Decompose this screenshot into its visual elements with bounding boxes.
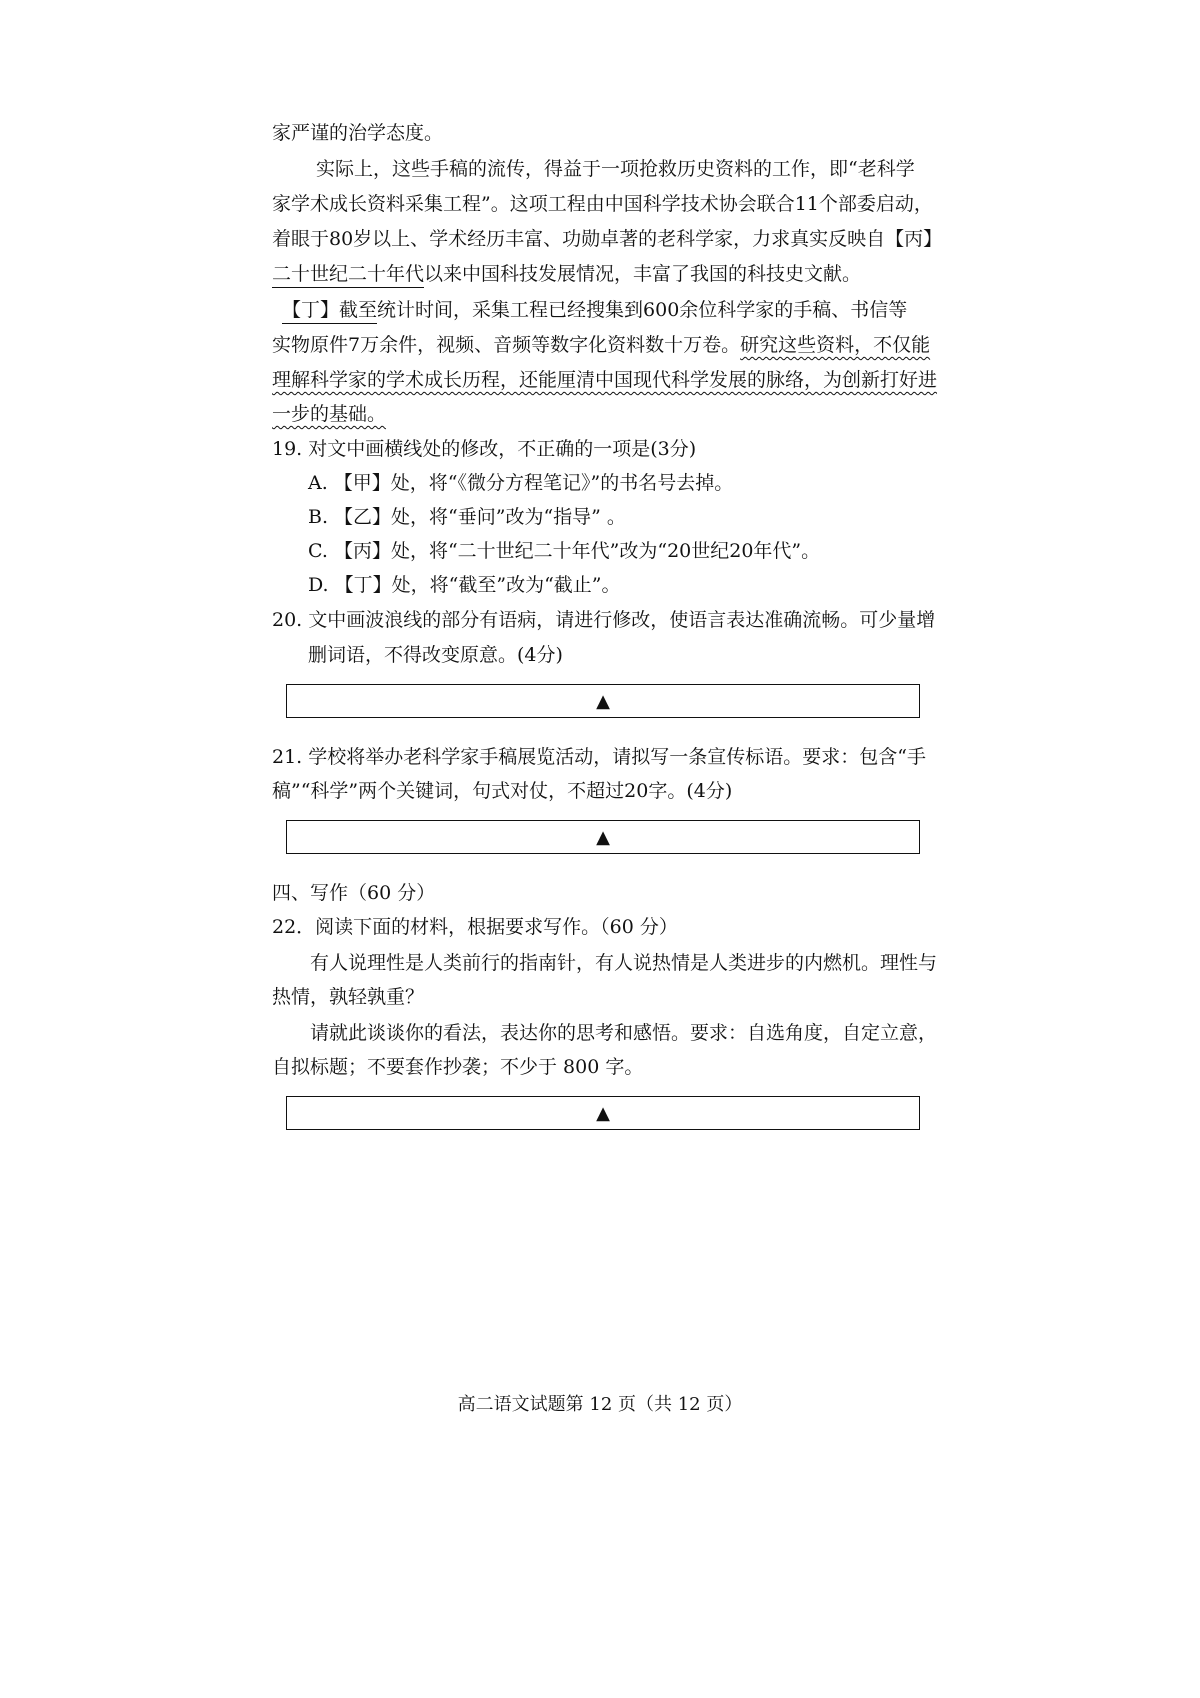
passage-line bbox=[272, 371, 937, 390]
question-22-answer-box[interactable] bbox=[286, 1096, 920, 1130]
passage-line bbox=[282, 301, 907, 320]
writing-material: 有人说理性是人类前行的指南针，有人说热情是人类进步的内燃机。理性与 bbox=[310, 952, 938, 974]
wavy-sentence: 研究这些资料，不仅能 bbox=[740, 334, 931, 356]
question-21-stem: 稿”“科学”两个关键词，句式对仗，不超过20字。(4分) bbox=[272, 780, 733, 802]
underlined-phrase-ding: 截至 bbox=[339, 299, 377, 324]
question-19-option-b: B. 【乙】处，将“垂问”改为“指导” 。 bbox=[308, 506, 626, 528]
passage-line bbox=[272, 265, 861, 284]
writing-requirements: 请就此谈谈你的看法，表达你的思考和感悟。要求：自选角度，自定立意， bbox=[310, 1022, 938, 1044]
question-20-stem: 20. 文中画波浪线的部分有语病，请进行修改，使语言表达准确流畅。可少量增 bbox=[272, 609, 936, 631]
passage-line: 家严谨的治学态度。 bbox=[272, 122, 444, 144]
question-20-stem: 删词语，不得改变原意。(4分) bbox=[308, 644, 563, 666]
triangle-marker-icon: ▲ bbox=[596, 690, 610, 712]
wavy-sentence: 一步的基础。 bbox=[272, 403, 387, 425]
question-19-option-d: D. 【丁】处，将“截至”改为“截止”。 bbox=[308, 574, 621, 596]
triangle-marker-icon: ▲ bbox=[596, 826, 610, 848]
question-21-stem: 21. 学校将举办老科学家手稿展览活动，请拟写一条宣传标语。要求：包含“手 bbox=[272, 746, 926, 768]
question-19-stem: 19. 对文中画横线处的修改，不正确的一项是(3分) bbox=[272, 438, 697, 460]
question-21-answer-box[interactable] bbox=[286, 820, 920, 854]
page-footer: 高二语文试题第 12 页（共 12 页） bbox=[457, 1394, 743, 1415]
question-19-option-a: A. 【甲】处，将“《微分方程笔记》”的书名号去掉。 bbox=[308, 472, 734, 494]
question-19-option-c: C. 【丙】处，将“二十世纪二十年代”改为“20世纪20年代”。 bbox=[308, 540, 821, 562]
section-heading: 四、写作（60 分） bbox=[272, 882, 436, 904]
passage-text: 统计时间，采集工程已经搜集到600余位科学家的手稿、书信等 bbox=[377, 299, 908, 321]
passage-text: 以来中国科技发展情况，丰富了我国的科技史文献。 bbox=[424, 263, 862, 285]
writing-material: 热情，孰轻孰重？ bbox=[272, 986, 425, 1008]
writing-requirements: 自拟标题；不要套作抄袭；不少于 800 字。 bbox=[272, 1056, 644, 1078]
passage-line: 实际上，这些手稿的流传，得益于一项抢救历史资料的工作，即“老科学 bbox=[316, 158, 915, 180]
triangle-marker-icon: ▲ bbox=[596, 1102, 610, 1124]
passage-text: 实物原件7万余件，视频、音频等数字化资料数十万卷。 bbox=[272, 334, 741, 356]
passage-line: 着眼于80岁以上、学术经历丰富、功勋卓著的老科学家，力求真实反映自【丙】 bbox=[272, 228, 943, 250]
passage-line bbox=[272, 405, 386, 424]
wavy-sentence: 理解科学家的学术成长历程，还能厘清中国现代科学发展的脉络，为创新打好进 bbox=[272, 369, 938, 391]
passage-line: 家学术成长资料采集工程”。这项工程由中国科学技术协会联合11个部委启动， bbox=[272, 193, 933, 215]
passage-line bbox=[272, 336, 930, 355]
marker-ding: 【丁】 bbox=[282, 299, 339, 324]
underlined-phrase-bing: 二十世纪二十年代 bbox=[272, 263, 424, 288]
question-20-answer-box[interactable] bbox=[286, 684, 920, 718]
question-22-stem: 22．阅读下面的材料，根据要求写作。（60 分） bbox=[272, 916, 678, 938]
